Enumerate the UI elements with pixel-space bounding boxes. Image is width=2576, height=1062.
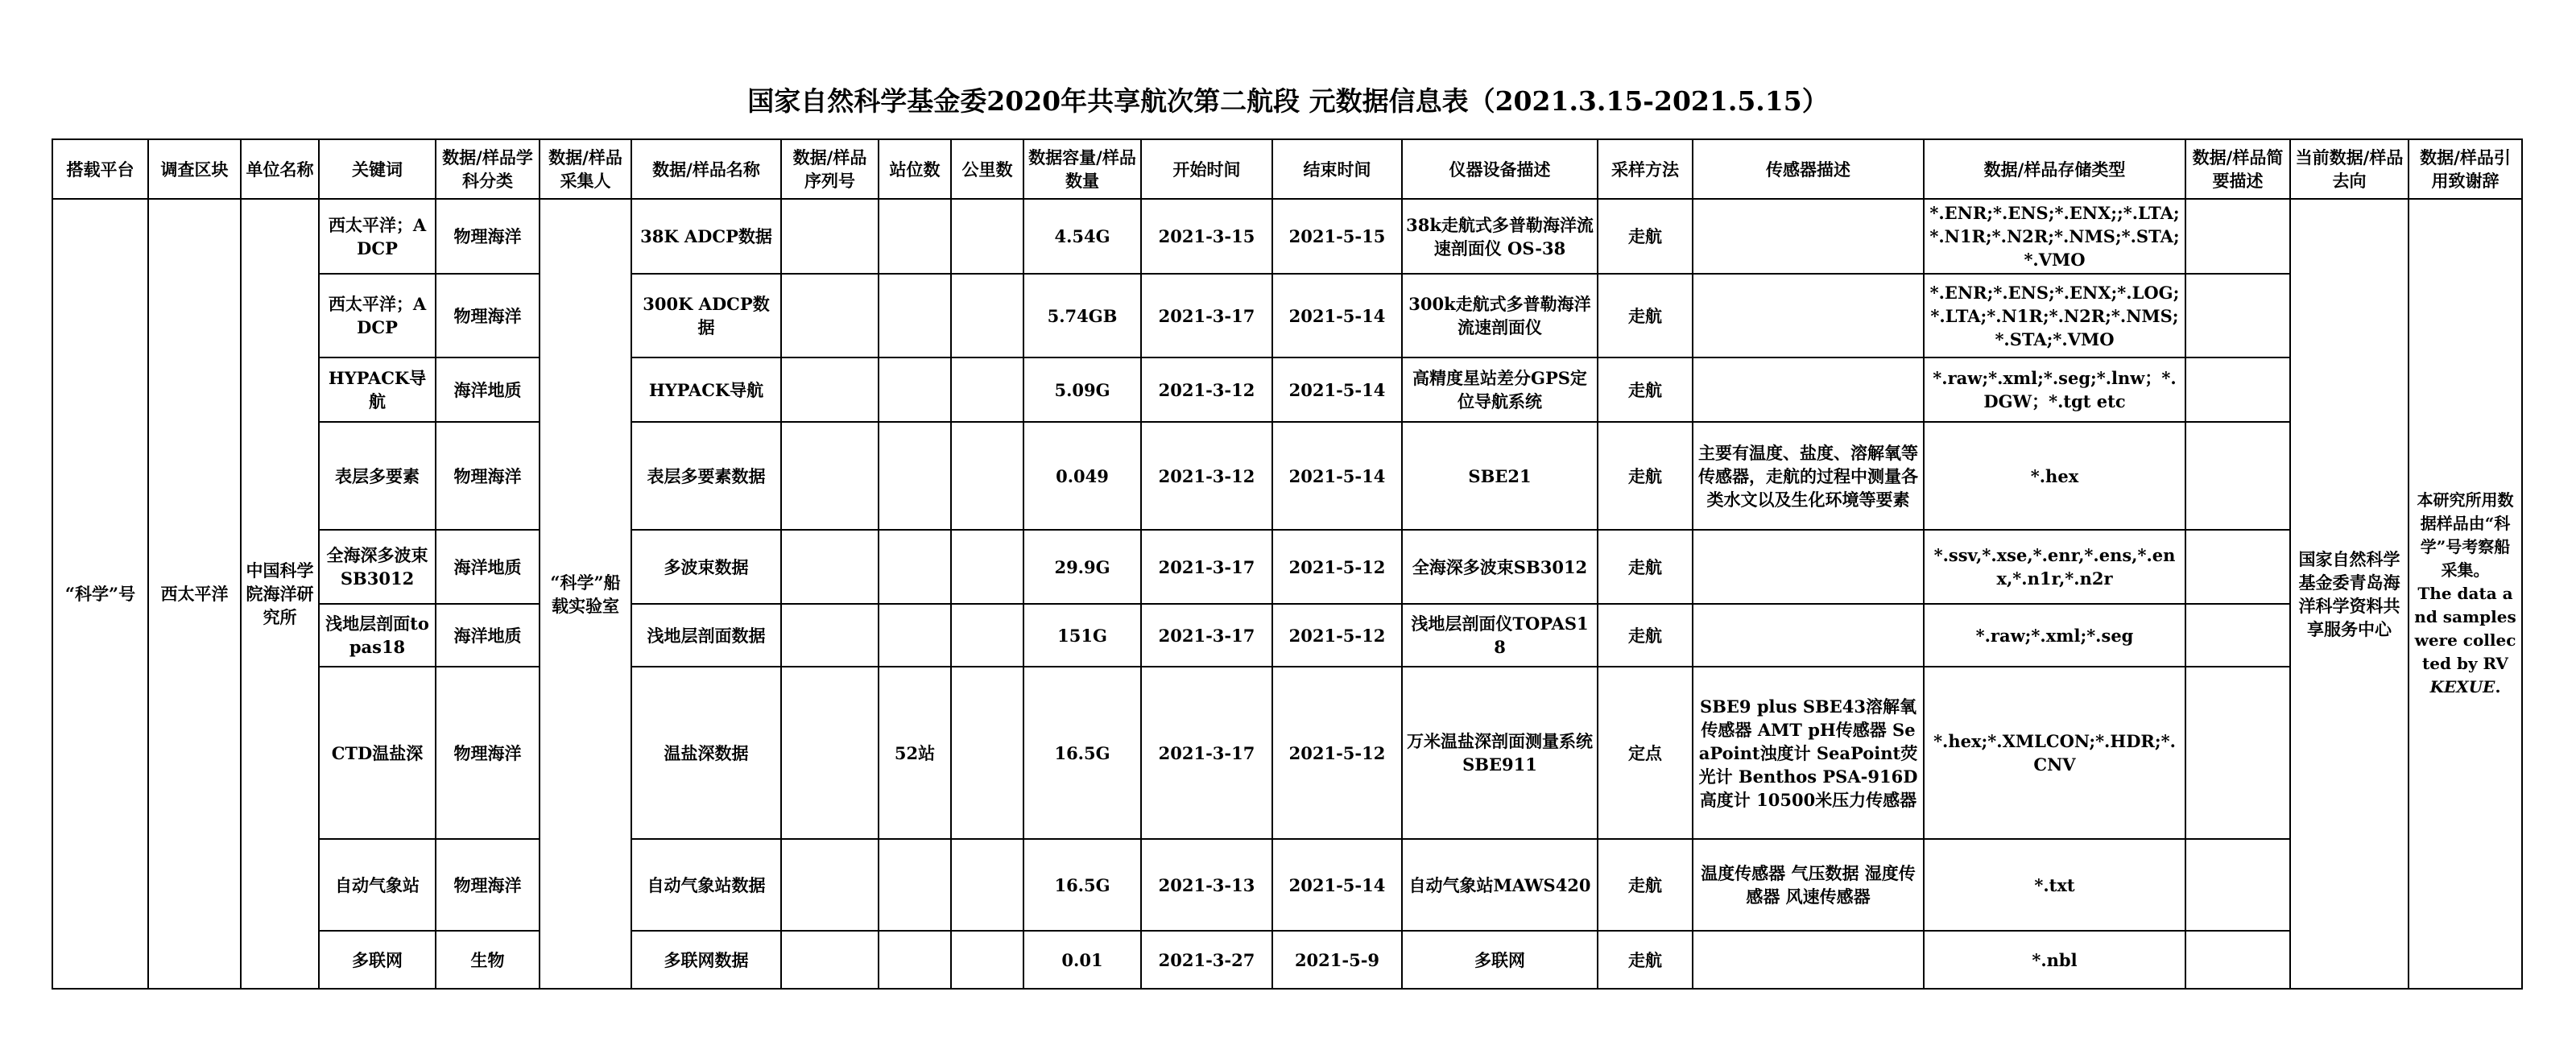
start-cell: 2021-3-12 — [1141, 357, 1272, 422]
instrument-cell: 自动气象站MAWS420 — [1402, 839, 1598, 931]
km-cell — [951, 530, 1023, 604]
end-cell: 2021-5-12 — [1272, 667, 1402, 839]
sensor-cell — [1693, 357, 1924, 422]
start-cell: 2021-3-17 — [1141, 530, 1272, 604]
keyword-cell: 浅地层剖面topas18 — [319, 604, 436, 667]
storage-cell: *.raw;*.xml;*.seg — [1924, 604, 2185, 667]
citation-en — [2413, 582, 2518, 699]
col-header: 数据/样品简要描述 — [2185, 139, 2290, 199]
col-header: 结束时间 — [1272, 139, 1402, 199]
start-cell: 2021-3-12 — [1141, 422, 1272, 530]
region-cell: 西太平洋 — [148, 199, 241, 989]
volume-cell: 0.049 — [1023, 422, 1141, 530]
method-cell: 走航 — [1598, 604, 1693, 667]
storage-cell: *.nbl — [1924, 931, 2185, 989]
keyword-cell: HYPACK导航 — [319, 357, 436, 422]
table-row — [52, 530, 2522, 604]
subject-cell: 物理海洋 — [436, 839, 540, 931]
col-header: 数据容量/样品数量 — [1023, 139, 1141, 199]
col-header: 搭载平台 — [52, 139, 148, 199]
storage-cell: *.ENR;*.ENS;*.ENX;*.LOG;*.LTA;*.N1R;*.N2R;*.NMS;*.STA;*.VMO — [1924, 274, 2185, 357]
table-row — [52, 604, 2522, 667]
sensor-cell — [1693, 274, 1924, 357]
sensor-cell — [1693, 931, 1924, 989]
institution-cell: 中国科学院海洋研究所 — [241, 199, 319, 989]
sensor-cell: SBE9 plus SBE43溶解氧传感器 AMT pH传感器 SeaPoint浊度计 SeaPoint荧光计 Benthos PSA-916D高度计 10500米压力传感器 — [1693, 667, 1924, 839]
stations-cell — [879, 931, 951, 989]
table-row — [52, 667, 2522, 839]
method-cell: 走航 — [1598, 422, 1693, 530]
serial-cell — [781, 931, 879, 989]
name-cell: 多波束数据 — [631, 530, 781, 604]
method-cell: 走航 — [1598, 931, 1693, 989]
keyword-cell: 西太平洋；ADCP — [319, 199, 436, 274]
method-cell: 走航 — [1598, 530, 1693, 604]
stations-cell — [879, 199, 951, 274]
volume-cell: 16.5G — [1023, 667, 1141, 839]
subject-cell: 物理海洋 — [436, 199, 540, 274]
table-row — [52, 931, 2522, 989]
subject-cell: 物理海洋 — [436, 274, 540, 357]
stations-cell: 52站 — [879, 667, 951, 839]
subject-cell: 海洋地质 — [436, 357, 540, 422]
instrument-cell: 300k走航式多普勒海洋流速剖面仪 — [1402, 274, 1598, 357]
name-cell: 表层多要素数据 — [631, 422, 781, 530]
instrument-cell: 高精度星站差分GPS定位导航系统 — [1402, 357, 1598, 422]
storage-cell: *.ssv,*.xse,*.enr,*.ens,*.enx,*.n1r,*.n2r — [1924, 530, 2185, 604]
start-cell: 2021-3-13 — [1141, 839, 1272, 931]
instrument-cell: SBE21 — [1402, 422, 1598, 530]
name-cell: 自动气象站数据 — [631, 839, 781, 931]
col-header: 传感器描述 — [1693, 139, 1924, 199]
stations-cell — [879, 422, 951, 530]
volume-cell: 29.9G — [1023, 530, 1141, 604]
keyword-cell: 表层多要素 — [319, 422, 436, 530]
col-header: 数据/样品采集人 — [540, 139, 631, 199]
subject-cell: 物理海洋 — [436, 667, 540, 839]
brief-cell — [2185, 422, 2290, 530]
brief-cell — [2185, 199, 2290, 274]
subject-cell: 海洋地质 — [436, 530, 540, 604]
subject-cell: 海洋地质 — [436, 604, 540, 667]
col-header: 数据/样品存储类型 — [1924, 139, 2185, 199]
end-cell: 2021-5-14 — [1272, 274, 1402, 357]
start-cell: 2021-3-17 — [1141, 274, 1272, 357]
end-cell: 2021-5-14 — [1272, 839, 1402, 931]
sensor-cell — [1693, 199, 1924, 274]
storage-cell: *.hex — [1924, 422, 2185, 530]
serial-cell — [781, 839, 879, 931]
end-cell: 2021-5-12 — [1272, 604, 1402, 667]
storage-cell: *.txt — [1924, 839, 2185, 931]
sensor-cell — [1693, 604, 1924, 667]
col-header: 数据/样品引用致谢辞 — [2409, 139, 2522, 199]
start-cell: 2021-3-27 — [1141, 931, 1272, 989]
instrument-cell: 全海深多波束SB3012 — [1402, 530, 1598, 604]
col-header: 数据/样品序列号 — [781, 139, 879, 199]
end-cell: 2021-5-14 — [1272, 422, 1402, 530]
citation-en-pre: The data and samples were collected by RV — [2414, 584, 2516, 673]
end-cell: 2021-5-15 — [1272, 199, 1402, 274]
brief-cell — [2185, 274, 2290, 357]
instrument-cell: 万米温盐深剖面测量系统SBE911 — [1402, 667, 1598, 839]
citation-cn: 本研究所用数据样品由“科学”号考察船采集。 — [2417, 490, 2514, 580]
col-header: 单位名称 — [241, 139, 319, 199]
method-cell: 走航 — [1598, 357, 1693, 422]
end-cell: 2021-5-12 — [1272, 530, 1402, 604]
brief-cell — [2185, 667, 2290, 839]
col-header: 公里数 — [951, 139, 1023, 199]
method-cell: 走航 — [1598, 274, 1693, 357]
km-cell — [951, 357, 1023, 422]
volume-cell: 5.09G — [1023, 357, 1141, 422]
serial-cell — [781, 667, 879, 839]
page-title: 国家自然科学基金委2020年共享航次第二航段 元数据信息表（2021.3.15-2021.5.15） — [747, 85, 1829, 117]
km-cell — [951, 667, 1023, 839]
name-cell: 温盐深数据 — [631, 667, 781, 839]
stations-cell — [879, 274, 951, 357]
table-row — [52, 357, 2522, 422]
km-cell — [951, 422, 1023, 530]
instrument-cell: 浅地层剖面仪TOPAS18 — [1402, 604, 1598, 667]
keyword-cell: 全海深多波束SB3012 — [319, 530, 436, 604]
brief-cell — [2185, 357, 2290, 422]
keyword-cell: CTD温盐深 — [319, 667, 436, 839]
name-cell: 浅地层剖面数据 — [631, 604, 781, 667]
keyword-cell: 多联网 — [319, 931, 436, 989]
col-header: 采样方法 — [1598, 139, 1693, 199]
stations-cell — [879, 530, 951, 604]
storage-cell: *.ENR;*.ENS;*.ENX;;*.LTA;*.N1R;*.N2R;*.NMS;*.STA;*.VMO — [1924, 199, 2185, 274]
volume-cell: 4.54G — [1023, 199, 1141, 274]
sensor-cell: 温度传感器 气压数据 湿度传感器 风速传感器 — [1693, 839, 1924, 931]
name-cell: 38K ADCP数据 — [631, 199, 781, 274]
storage-cell: *.hex;*.XMLCON;*.HDR;*.CNV — [1924, 667, 2185, 839]
stations-cell — [879, 604, 951, 667]
table-row — [52, 422, 2522, 530]
km-cell — [951, 274, 1023, 357]
metadata-table — [52, 138, 2523, 990]
table-row — [52, 839, 2522, 931]
method-cell: 定点 — [1598, 667, 1693, 839]
col-header: 调查区块 — [148, 139, 241, 199]
start-cell: 2021-3-17 — [1141, 604, 1272, 667]
serial-cell — [781, 604, 879, 667]
keyword-cell: 自动气象站 — [319, 839, 436, 931]
instrument-cell: 多联网 — [1402, 931, 1598, 989]
method-cell: 走航 — [1598, 839, 1693, 931]
volume-cell: 16.5G — [1023, 839, 1141, 931]
citation-en-ship: KEXUE — [2429, 677, 2495, 696]
km-cell — [951, 604, 1023, 667]
name-cell: HYPACK导航 — [631, 357, 781, 422]
table-row — [52, 199, 2522, 274]
header-row — [52, 139, 2522, 199]
citation-cell — [2409, 199, 2522, 989]
sensor-cell — [1693, 530, 1924, 604]
brief-cell — [2185, 931, 2290, 989]
brief-cell — [2185, 604, 2290, 667]
name-cell: 多联网数据 — [631, 931, 781, 989]
serial-cell — [781, 357, 879, 422]
brief-cell — [2185, 530, 2290, 604]
end-cell: 2021-5-14 — [1272, 357, 1402, 422]
stations-cell — [879, 839, 951, 931]
col-header: 开始时间 — [1141, 139, 1272, 199]
col-header: 关键词 — [319, 139, 436, 199]
brief-cell — [2185, 839, 2290, 931]
citation-en-post: . — [2495, 677, 2501, 696]
col-header: 数据/样品名称 — [631, 139, 781, 199]
serial-cell — [781, 274, 879, 357]
col-header: 数据/样品学科分类 — [436, 139, 540, 199]
volume-cell: 0.01 — [1023, 931, 1141, 989]
end-cell: 2021-5-9 — [1272, 931, 1402, 989]
start-cell: 2021-3-15 — [1141, 199, 1272, 274]
collector-cell: “科学”船载实验室 — [540, 199, 631, 989]
km-cell — [951, 199, 1023, 274]
stations-cell — [879, 357, 951, 422]
col-header: 当前数据/样品去向 — [2290, 139, 2409, 199]
serial-cell — [781, 199, 879, 274]
subject-cell: 物理海洋 — [436, 422, 540, 530]
sensor-cell: 主要有温度、盐度、溶解氧等传感器，走航的过程中测量各类水文以及生化环境等要素 — [1693, 422, 1924, 530]
col-header: 站位数 — [879, 139, 951, 199]
volume-cell: 5.74GB — [1023, 274, 1141, 357]
table-row — [52, 274, 2522, 357]
platform-cell: “科学”号 — [52, 199, 148, 989]
name-cell: 300K ADCP数据 — [631, 274, 781, 357]
col-header: 仪器设备描述 — [1402, 139, 1598, 199]
km-cell — [951, 931, 1023, 989]
km-cell — [951, 839, 1023, 931]
method-cell: 走航 — [1598, 199, 1693, 274]
serial-cell — [781, 422, 879, 530]
serial-cell — [781, 530, 879, 604]
destination-cell: 国家自然科学基金委青岛海洋科学资料共享服务中心 — [2290, 199, 2409, 989]
volume-cell: 151G — [1023, 604, 1141, 667]
storage-cell: *.raw;*.xml;*.seg;*.lnw；*.DGW；*.tgt etc — [1924, 357, 2185, 422]
subject-cell: 生物 — [436, 931, 540, 989]
instrument-cell: 38k走航式多普勒海洋流速剖面仪 OS-38 — [1402, 199, 1598, 274]
start-cell: 2021-3-17 — [1141, 667, 1272, 839]
keyword-cell: 西太平洋；ADCP — [319, 274, 436, 357]
